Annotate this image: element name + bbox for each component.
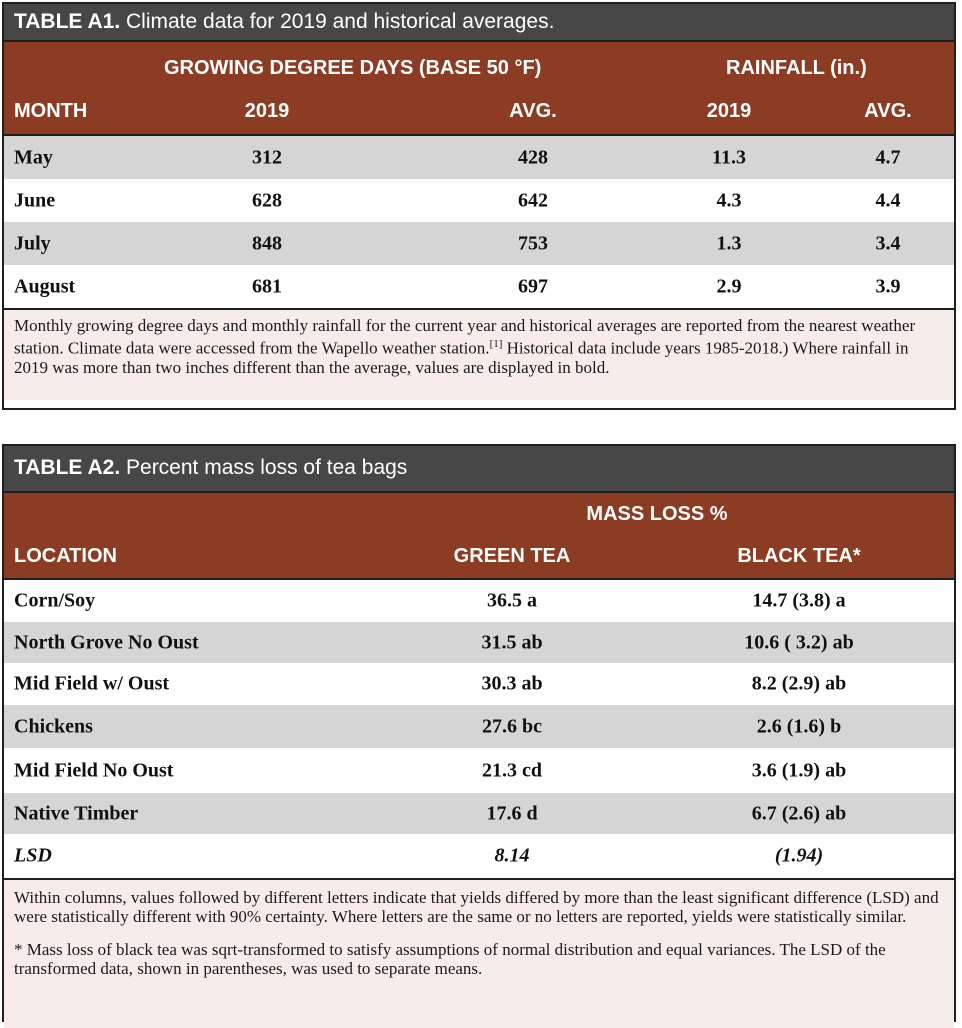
footnote-part-2: Historical data include years 1985-2018.) Where rainfall in 2019 was more than two inches different than the average, values are displayed in bold. bbox=[14, 338, 909, 377]
table-a1-header bbox=[4, 42, 954, 136]
footnote-part-1: Monthly growing degree days and monthly rainfall for the current year and historical averages are reported from the nearest weather station. Climate data were accessed from the Wapello weather station. bbox=[14, 316, 916, 358]
table-row bbox=[4, 136, 954, 179]
cell-black-tea: 3.6 (1.9) ab bbox=[751, 759, 847, 781]
footnote-transform: * Mass loss of black tea was sqrt-transformed to satisfy assumptions of normal distribution and equal variances. The LSD of the transformed data, shown in parentheses, was used to separate means. bbox=[14, 940, 886, 978]
cell-month: August bbox=[14, 275, 76, 297]
header-location: LOCATION bbox=[14, 545, 117, 567]
cell-location: Mid Field w/ Oust bbox=[14, 672, 170, 695]
cell-green-tea: 30.3 ab bbox=[481, 672, 543, 695]
header-group-gdd: GROWING DEGREE DAYS (BASE 50 °F) bbox=[164, 57, 542, 79]
cell-green-tea: 27.6 bc bbox=[482, 715, 542, 737]
table-a1 bbox=[2, 2, 956, 410]
table-a2-title-label: TABLE A2. bbox=[14, 456, 121, 479]
cell-lsd-green: 8.14 bbox=[494, 844, 530, 867]
table-row-lsd bbox=[4, 834, 954, 878]
cell-rain-avg: 4.4 bbox=[875, 189, 901, 211]
cell-gdd-avg: 753 bbox=[518, 232, 548, 254]
header-green-tea: GREEN TEA bbox=[453, 545, 571, 567]
cell-month: July bbox=[14, 232, 51, 254]
cell-gdd-2019: 681 bbox=[252, 275, 282, 297]
cell-location: North Grove No Oust bbox=[14, 631, 199, 653]
cell-green-tea: 17.6 d bbox=[486, 802, 538, 824]
cell-black-tea: 10.6 ( 3.2) ab bbox=[744, 631, 854, 653]
cell-black-tea: 14.7 (3.8) a bbox=[752, 589, 846, 612]
cell-rain-avg: 4.7 bbox=[875, 146, 901, 168]
table-a1-footnote bbox=[4, 308, 954, 400]
header-gdd-2019: 2019 bbox=[244, 100, 290, 122]
cell-location: Chickens bbox=[14, 715, 93, 737]
cell-location: Corn/Soy bbox=[14, 589, 96, 612]
table-a2-title-text: Percent mass loss of tea bags bbox=[120, 456, 408, 479]
table-row bbox=[4, 748, 954, 793]
table-a2-header bbox=[4, 493, 954, 580]
table-row bbox=[4, 663, 954, 705]
cell-black-tea: 8.2 (2.9) ab bbox=[751, 672, 847, 695]
cell-location: Mid Field No Oust bbox=[14, 759, 174, 781]
table-a1-title bbox=[4, 4, 954, 42]
footnote-text bbox=[14, 316, 942, 377]
header-gdd-avg: AVG. bbox=[509, 100, 557, 122]
cell-gdd-avg: 697 bbox=[518, 275, 548, 297]
cell-gdd-2019: 312 bbox=[252, 146, 282, 168]
cell-lsd-black: (1.94) bbox=[774, 844, 824, 867]
table-a1-title-label: TABLE A1. bbox=[14, 10, 121, 33]
header-rain-avg: AVG. bbox=[864, 100, 912, 122]
table-row bbox=[4, 793, 954, 834]
table-row bbox=[4, 222, 954, 265]
cell-green-tea: 21.3 cd bbox=[482, 759, 542, 781]
header-rain-2019: 2019 bbox=[706, 100, 752, 122]
cell-rain-2019: 2.9 bbox=[716, 275, 742, 297]
cell-black-tea: 6.7 (2.6) ab bbox=[751, 802, 847, 824]
table-row bbox=[4, 179, 954, 222]
cell-rain-avg: 3.4 bbox=[875, 232, 901, 254]
cell-month: May bbox=[14, 146, 53, 168]
cell-green-tea: 31.5 ab bbox=[481, 631, 543, 653]
header-month: MONTH bbox=[14, 100, 88, 122]
table-row bbox=[4, 705, 954, 748]
table-row bbox=[4, 265, 954, 308]
cell-rain-avg: 3.9 bbox=[875, 275, 901, 297]
cell-gdd-2019: 628 bbox=[252, 189, 282, 211]
header-group-mass-loss: MASS LOSS % bbox=[586, 503, 728, 525]
table-a2-footnote bbox=[4, 878, 954, 1028]
table-a1-title-text: Climate data for 2019 and historical averages. bbox=[120, 10, 555, 33]
cell-rain-2019: 1.3 bbox=[716, 232, 742, 254]
cell-gdd-2019: 848 bbox=[252, 232, 282, 254]
cell-black-tea: 2.6 (1.6) b bbox=[756, 715, 842, 737]
table-row bbox=[4, 622, 954, 663]
footnote-reference: [1] bbox=[489, 338, 503, 350]
cell-rain-2019: 11.3 bbox=[712, 146, 746, 168]
cell-month: June bbox=[14, 189, 56, 211]
cell-green-tea: 36.5 a bbox=[487, 589, 537, 612]
table-a2 bbox=[2, 444, 956, 1022]
footnote-letters: Within columns, values followed by different letters indicate that yields differed by more than the least significant difference (LSD) and were statistically different with 90% certainty. Where letters are the same or no letters are reported, yields were statistically similar. bbox=[14, 888, 939, 926]
table-a2-title bbox=[4, 446, 954, 493]
cell-location: Native Timber bbox=[14, 802, 139, 824]
cell-gdd-avg: 428 bbox=[518, 146, 548, 168]
cell-gdd-avg: 642 bbox=[518, 189, 548, 211]
header-black-tea: BLACK TEA* bbox=[737, 545, 861, 567]
cell-rain-2019: 4.3 bbox=[716, 189, 742, 211]
header-group-rainfall: RAINFALL (in.) bbox=[726, 57, 867, 79]
table-row bbox=[4, 580, 954, 622]
cell-lsd-label: LSD bbox=[14, 844, 52, 867]
